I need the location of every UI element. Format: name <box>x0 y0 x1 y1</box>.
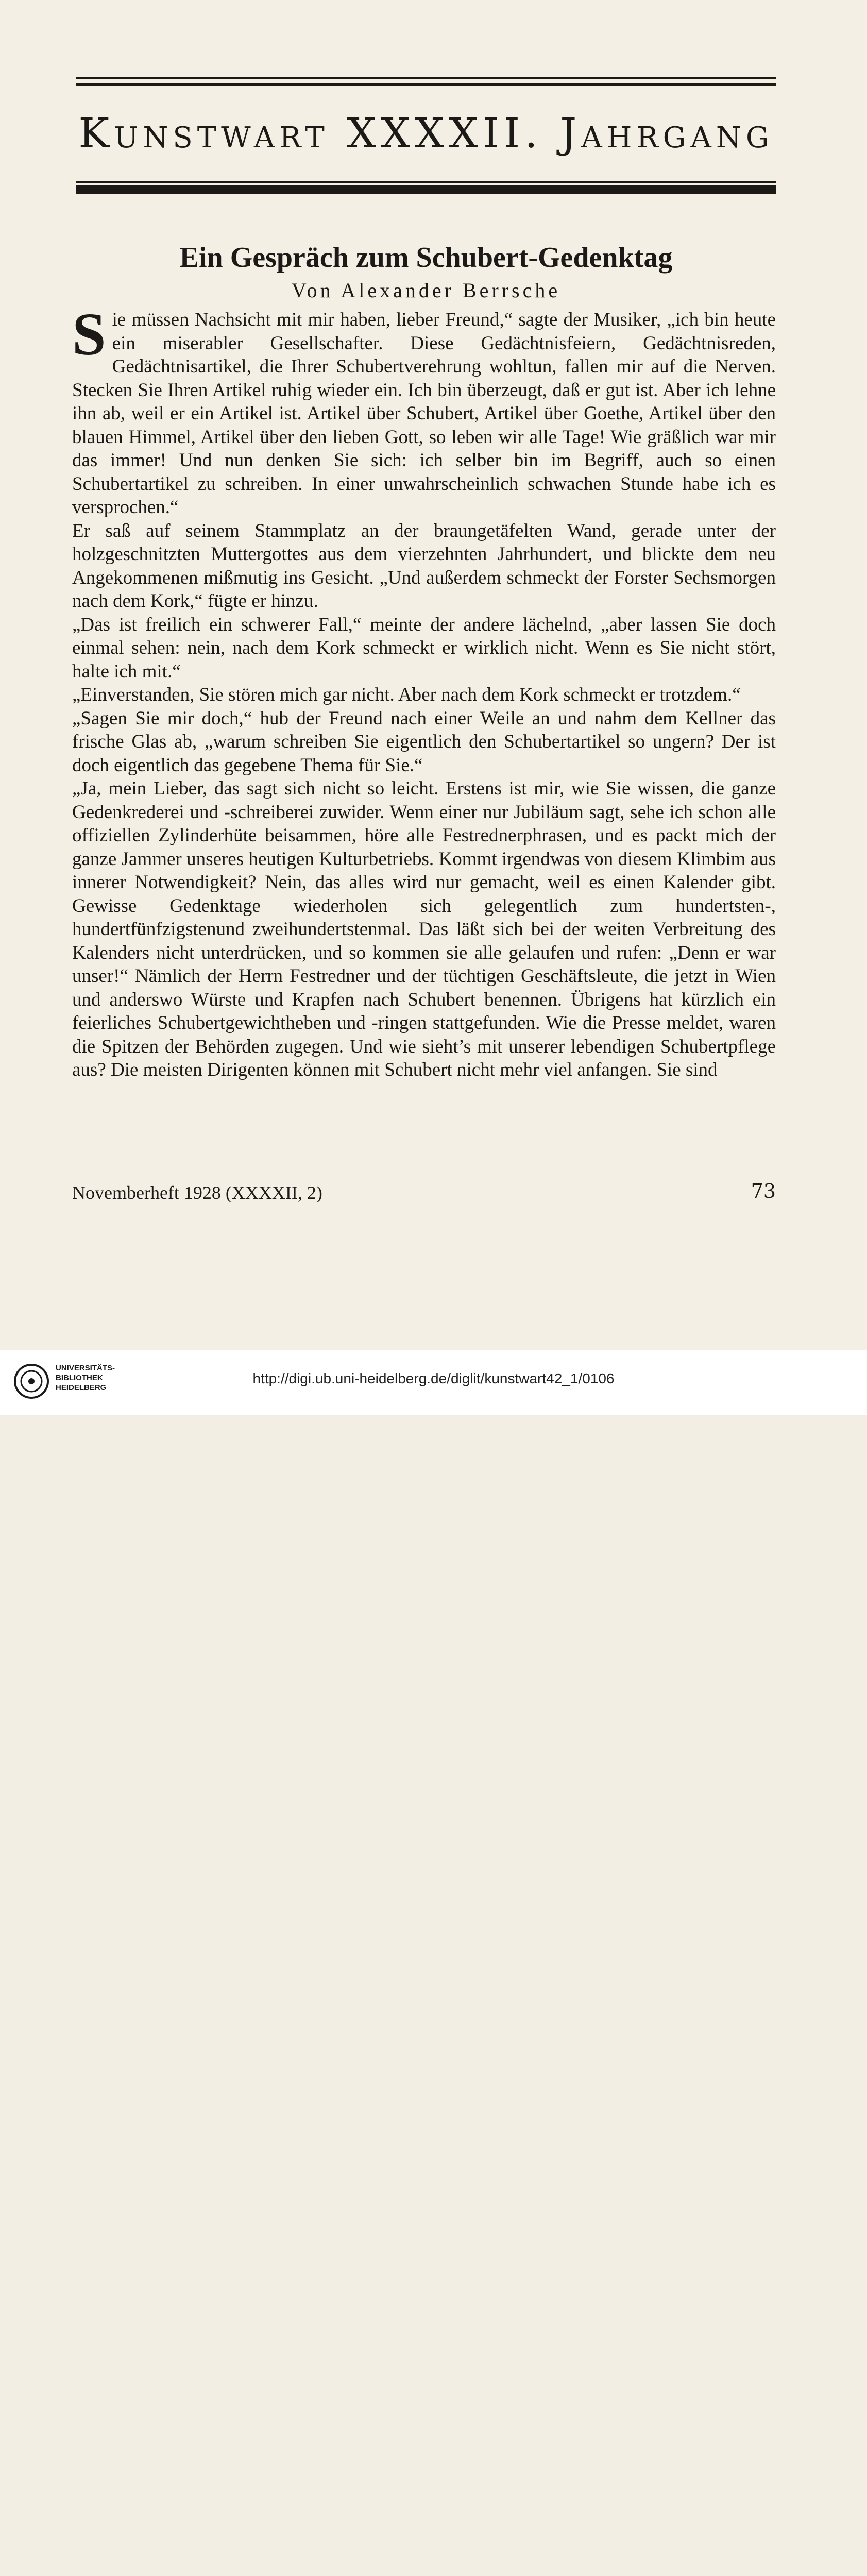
paragraph-text: ie müssen Nachsicht mit mir haben, lieber Freund,“ sagte der Musiker, „ich bin heute ein miserabler Gesellschafter. Diese Gedächtnisfeiern, Gedächtnisreden, Gedächtnisartikel, die Ihrer Schubertverehrung wohltun, fallen mir auf die Nerven. Stecken Sie Ihren Artikel ruhig wieder ein. Ich bin überzeugt, daß er gut ist. Aber ich lehne ihn ab, weil er ein Artikel ist. Artikel über Schubert, Artikel über Goethe, Artikel über den blauen Himmel, Artikel über den lieben Gott, so leben wir alle Tage! Wie gräßlich war mir das immer! Und nun denken Sie sich: ich selber bin im Begriff, auch so einen Schubertartikel zu schreiben. In einer unwahrscheinlich schwachen Stunde habe ich es versprochen.“ <box>72 309 776 518</box>
paragraph: „Sagen Sie mir doch,“ hub der Freund nach einer Weile an und nahm dem Kellner das frische Glas ab, „warum schreiben Sie eigentlich den Schubertartikel so ungern? Der ist doch eigentlich das gegebene Thema für Sie.“ <box>72 707 776 776</box>
paragraph <box>72 300 776 519</box>
article-title: Ein Gespräch zum Schubert-Gedenktag <box>179 242 673 274</box>
issue-label: Novemberheft 1928 (XXXXII, 2) <box>72 1182 322 1203</box>
article-author: Von Alexander Berrsche <box>291 279 561 302</box>
paragraph: „Ja, mein Lieber, das sagt sich nicht so leicht. Erstens ist mir, wie Sie wissen, die ganze Gedenkrederei und -schreiberei zuwider. Wenn einer nur Jubiläum sagt, sehe ich schon alle offiziellen Zylinderhüte beisammen, höre alle Festrednerphrasen, und es packt mich der ganze Jammer unseres heutigen Kulturbetriebs. Kommt irgendwas von diesem Klimbim aus innerer Notwendigkeit? Nein, das alles wird nur gemacht, weil es einen Kalender gibt. Gewisse Gedenktage wiederholen sich gelegentlich zum hundertsten-, hundertfünfzigstenund zweihundertstenmal. Das läßt sich bei der weiten Verbreitung des Kalenders nicht unterdrücken, und so kommen sie alle gelaufen und rufen: „Denn er war unser!“ Nämlich der Herrn Festredner und der tüchtigen Geschäftsleute, die jetzt in Wien und anderswo Würste und Krapfen nach Schubert benennen. Übrigens hat kürzlich ein feierliches Schubertgewichtheben und -ringen stattgefunden. Wie die Presse meldet, waren die Spitzen der Behörden zugegen. Und wie sieht’s mit unserer lebendigen Schubertpflege aus? Die meisten Dirigenten können mit Schubert nicht mehr viel anfangen. Sie sind <box>72 778 776 1080</box>
permalink-url[interactable]: http://digi.ub.uni-heidelberg.de/diglit/kunstwart42_1/0106 <box>252 1370 615 1386</box>
article-body <box>72 300 776 1082</box>
page-number: 73 <box>751 1180 776 1202</box>
header-bottom-rule-thick <box>76 185 776 194</box>
paragraph: „Das ist freilich ein schwerer Fall,“ meinte der andere lächelnd, „aber lassen Sie doch einmal sehen: nein, nach dem Kork schmeckt er wirklich nicht. Wenn es Sie nicht stört, halte ich mit.“ <box>72 614 776 682</box>
journal-header-title: Kunstwart XXXXII. Jahrgang <box>78 109 774 157</box>
drop-cap: S <box>72 300 106 368</box>
paragraph: „Einverstanden, Sie stören mich gar nicht. Aber nach dem Kork schmeckt er trotzdem.“ <box>72 684 741 705</box>
library-name: UNIVERSITÄTS- BIBLIOTHEK HEIDELBERG <box>56 1364 115 1392</box>
header-top-rule <box>76 77 776 79</box>
paragraph: Er saß auf seinem Stammplatz an der braungetäfelten Wand, gerade unter der holzgeschnitzten Muttergottes aus dem vierzehnten Jahrhundert, und blickte dem neu Angekommenen mißmutig ins Gesicht. „Und außerdem schmeckt der Forster Sechsmorgen nach dem Kork,“ fügte er hinzu. <box>72 520 776 612</box>
header-top-rule-2 <box>76 83 776 86</box>
header-bottom-rule-thin <box>76 181 776 183</box>
